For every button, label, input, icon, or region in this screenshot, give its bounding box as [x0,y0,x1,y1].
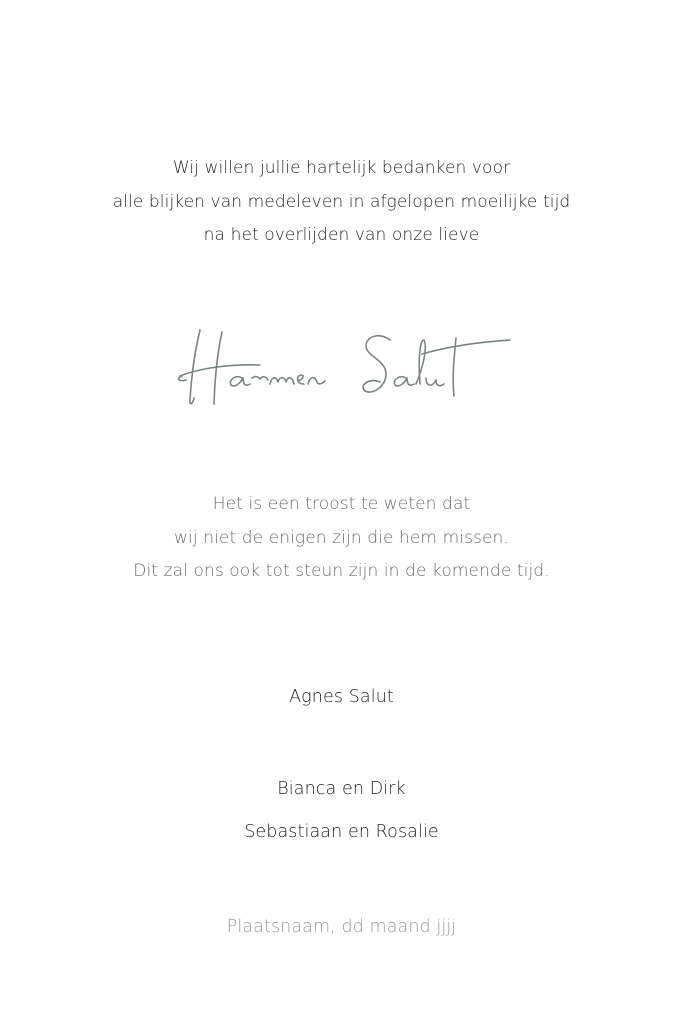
handwritten-name-signature [160,318,530,413]
child-couple-1: Bianca en Dirk [277,779,406,799]
comfort-line-2: wij niet de enigen zijn die hem missen. [174,527,509,548]
deceased-name-script [160,318,530,413]
comfort-text [0,488,683,589]
intro-line-2: alle blijken van medeleven in afgelopen moeilijke tijd [112,191,571,212]
spouse-name: Agnes Salut [289,687,394,707]
intro-text [0,152,683,253]
intro-line-3: na het overlijden van onze lieve [203,225,480,245]
intro-line-1: Wij willen jullie hartelijk bedanken voor [172,158,511,178]
signature-spouse [0,682,683,712]
comfort-line-1: Het is een troost te weten dat [212,494,471,514]
comfort-line-3: Dit zal ons ook tot steun zijn in de komende tijd. [133,561,550,581]
signature-children [0,768,683,854]
place-date-text: Plaatsnaam, dd maand jjjj [226,917,457,937]
child-couple-2: Sebastiaan en Rosalie [244,822,439,842]
place-date [0,912,683,942]
